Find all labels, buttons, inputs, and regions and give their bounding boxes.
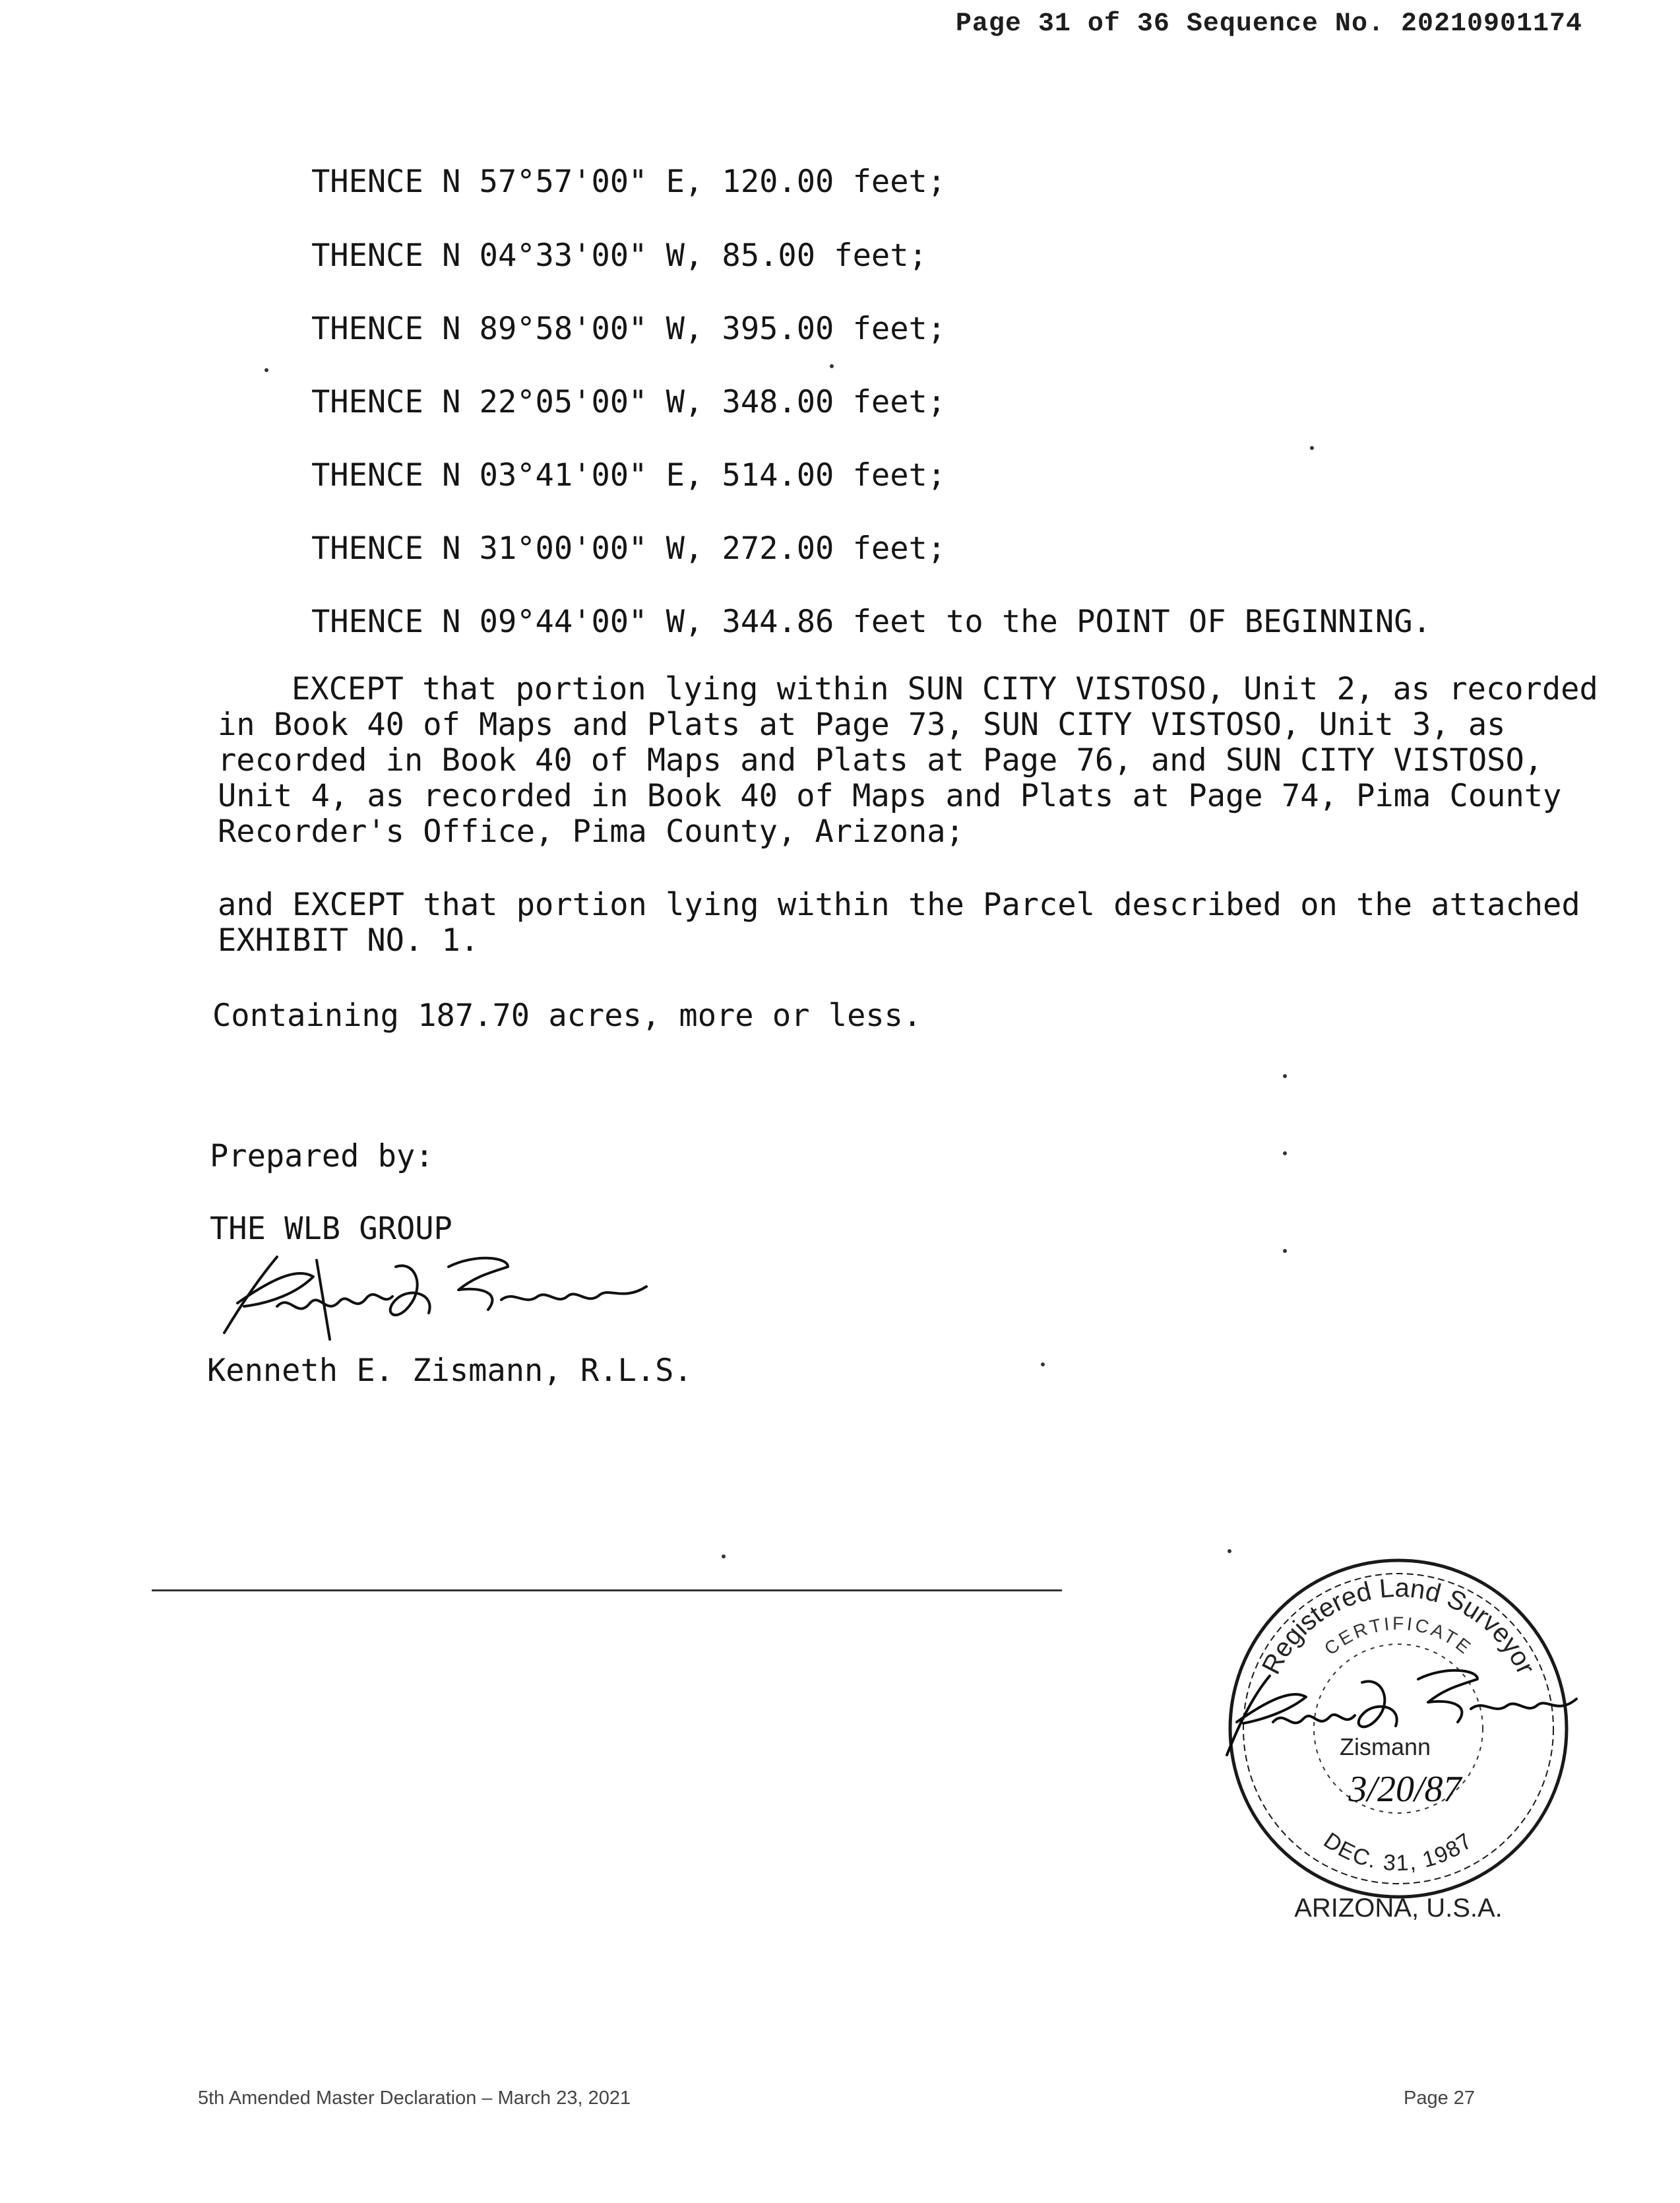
course-line-1: THENCE N 57°57'00" E, 120.00 feet;: [311, 164, 947, 200]
except-paragraph: [218, 671, 1598, 850]
course-line-3: THENCE N 89°58'00" W, 395.00 feet;: [311, 311, 947, 347]
except-line-5: Recorder's Office, Pima County, Arizona;: [218, 814, 964, 850]
seal-certificate-text: CERTIFICATE: [1320, 1612, 1477, 1659]
signature-rule: [152, 1589, 1062, 1591]
scan-speck: [1228, 1549, 1231, 1553]
except-exhibit-line-1: and EXCEPT that portion lying within the Parcel described on the attached: [218, 887, 1580, 923]
course-line-7: THENCE N 09°44'00" W, 344.86 feet to the POINT OF BEGINNING.: [311, 604, 1431, 640]
except-line-2: in Book 40 of Maps and Plats at Page 73, SUN CITY VISTOSO, Unit 3, as: [218, 707, 1506, 743]
svg-text:DEC. 31, 1987: [1319, 1828, 1478, 1876]
except-line-1: EXCEPT that portion lying within SUN CITY VISTOSO, Unit 2, as recorded: [292, 671, 1598, 707]
scan-speck: [1310, 446, 1314, 450]
seal-date-text: 3/20/87: [1348, 1769, 1462, 1810]
scan-speck: [1283, 1151, 1287, 1155]
seal-bottom-text: ARIZONA, U.S.A.: [1294, 1894, 1503, 1923]
acreage-statement: Containing 187.70 acres, more or less.: [212, 998, 922, 1034]
except-line-3: recorded in Book 40 of Maps and Plats at Page 76, and SUN CITY VISTOSO,: [218, 742, 1543, 779]
surveyor-seal: [1207, 1531, 1603, 1940]
seal-top-text: Registered Land Surveyor: [1256, 1573, 1541, 1679]
scan-speck: [264, 368, 268, 372]
seal-name-text: Zismann: [1339, 1733, 1431, 1760]
scan-speck: [830, 364, 834, 368]
except-exhibit-line-2: EXHIBIT NO. 1.: [218, 922, 480, 959]
preparer-name: Kenneth E. Zismann, R.L.S.: [207, 1353, 693, 1389]
seal-expiry-text: DEC. 31, 1987: [1319, 1828, 1478, 1876]
except-exhibit-paragraph: [218, 887, 1590, 959]
footer-page-number: Page 27: [1404, 2088, 1476, 2109]
scan-speck: [1041, 1362, 1045, 1366]
course-line-2: THENCE N 04°33'00" W, 85.00 feet;: [311, 238, 927, 274]
scan-speck: [1283, 1074, 1287, 1078]
scan-speck: [1283, 1249, 1287, 1253]
course-line-5: THENCE N 03°41'00" E, 514.00 feet;: [311, 457, 947, 494]
footer-document-title: 5th Amended Master Declaration – March 23, 2021: [198, 2088, 631, 2109]
course-line-6: THENCE N 31°00'00" W, 272.00 feet;: [311, 530, 947, 567]
scan-speck: [722, 1554, 726, 1558]
handwritten-signature: [198, 1240, 699, 1353]
except-line-4: Unit 4, as recorded in Book 40 of Maps and Plats at Page 74, Pima County: [218, 778, 1562, 814]
svg-text:CERTIFICATE: [1321, 1613, 1476, 1659]
prepared-by-label: Prepared by:: [210, 1138, 434, 1174]
company-name: THE WLB GROUP: [210, 1211, 452, 1247]
course-line-4: THENCE N 22°05'00" W, 348.00 feet;: [311, 384, 947, 420]
page-sequence-header: Page 31 of 36 Sequence No. 20210901174: [955, 9, 1582, 39]
